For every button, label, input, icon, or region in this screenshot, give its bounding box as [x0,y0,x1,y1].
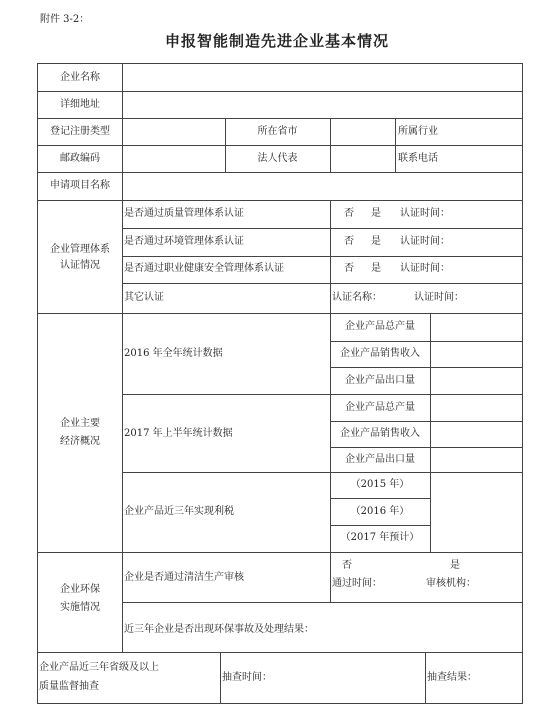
no-option: 否 [344,208,354,219]
ohs-cert-question: 是否通过职业健康安全管理体系认证 [124,263,284,274]
province-label: 所在省市 [257,126,298,137]
cert-time-label: 认证时间： [400,208,450,219]
phone-label: 联系电话 [398,153,438,164]
quality-check-label-2: 质量监督抽查 [39,681,99,692]
project-name-label: 申请项目名称 [50,180,110,191]
no-option: 否 [344,263,354,274]
cert-time-label: 认证时间： [400,263,450,274]
other-cert-label: 其它认证 [124,292,164,303]
econ-section-label-2: 经济概况 [60,436,100,447]
attachment-label: 附件 3-2： [40,14,90,25]
profit-tax-label: 企业产品近三年实现利税 [124,506,234,517]
output-label: 企业产品总产量 [345,321,415,332]
check-result-label: 抽查结果： [427,672,477,683]
no-option: 否 [342,560,352,571]
industry-label: 所属行业 [398,126,438,137]
cert-time-label: 认证时间： [414,292,464,303]
env-section-label-2: 实施情况 [60,602,100,613]
reg-type-label: 登记注册类型 [50,126,110,137]
env-cert-question: 是否通过环境管理体系认证 [124,236,244,247]
yes-option: 是 [371,208,381,219]
sales-label: 企业产品销售收入 [340,428,420,439]
econ-section-label: 企业主要 [60,418,100,429]
page-title: 申报智能制造先进企业基本情况 [164,32,389,50]
agency-label: 审核机构： [426,578,476,589]
cert-time-label: 认证时间： [400,236,450,247]
quality-check-label: 企业产品近三年省级及以上 [39,662,159,673]
quality-cert-question: 是否通过质量管理体系认证 [124,208,244,219]
stats-2016-label: 2016 年全年统计数据 [124,348,223,359]
pass-time-label: 通过时间： [332,578,382,589]
clean-production-question: 企业是否通过清洁生产审核 [124,572,244,583]
yes-option: 是 [450,560,460,571]
mgmt-section-label: 企业管理体系 [50,244,110,255]
yes-option: 是 [371,263,381,274]
check-time-label: 抽查时间： [222,672,272,683]
year-2017-label: （2017 年预计） [340,532,420,543]
no-option: 否 [344,236,354,247]
env-incident-question: 近三年企业是否出现环保事故及处理结果： [124,624,314,635]
yes-option: 是 [371,236,381,247]
year-2016-label: （2016 年） [350,506,410,517]
mgmt-section-label-2: 认证情况 [60,260,100,271]
address-label: 详细地址 [60,99,100,110]
export-label: 企业产品出口量 [345,375,415,386]
postcode-label: 邮政编码 [60,153,100,164]
info-table [37,63,523,704]
output-label: 企业产品总产量 [345,402,415,413]
sales-label: 企业产品销售收入 [340,348,420,359]
cert-name-label: 认证名称： [332,292,382,303]
legal-rep-label: 法人代表 [257,153,298,164]
stats-2017h1-label: 2017 年上半年统计数据 [124,428,233,439]
year-2015-label: （2015 年） [350,479,410,490]
company-name-label: 企业名称 [60,72,100,83]
env-section-label: 企业环保 [60,584,100,595]
export-label: 企业产品出口量 [345,454,415,465]
